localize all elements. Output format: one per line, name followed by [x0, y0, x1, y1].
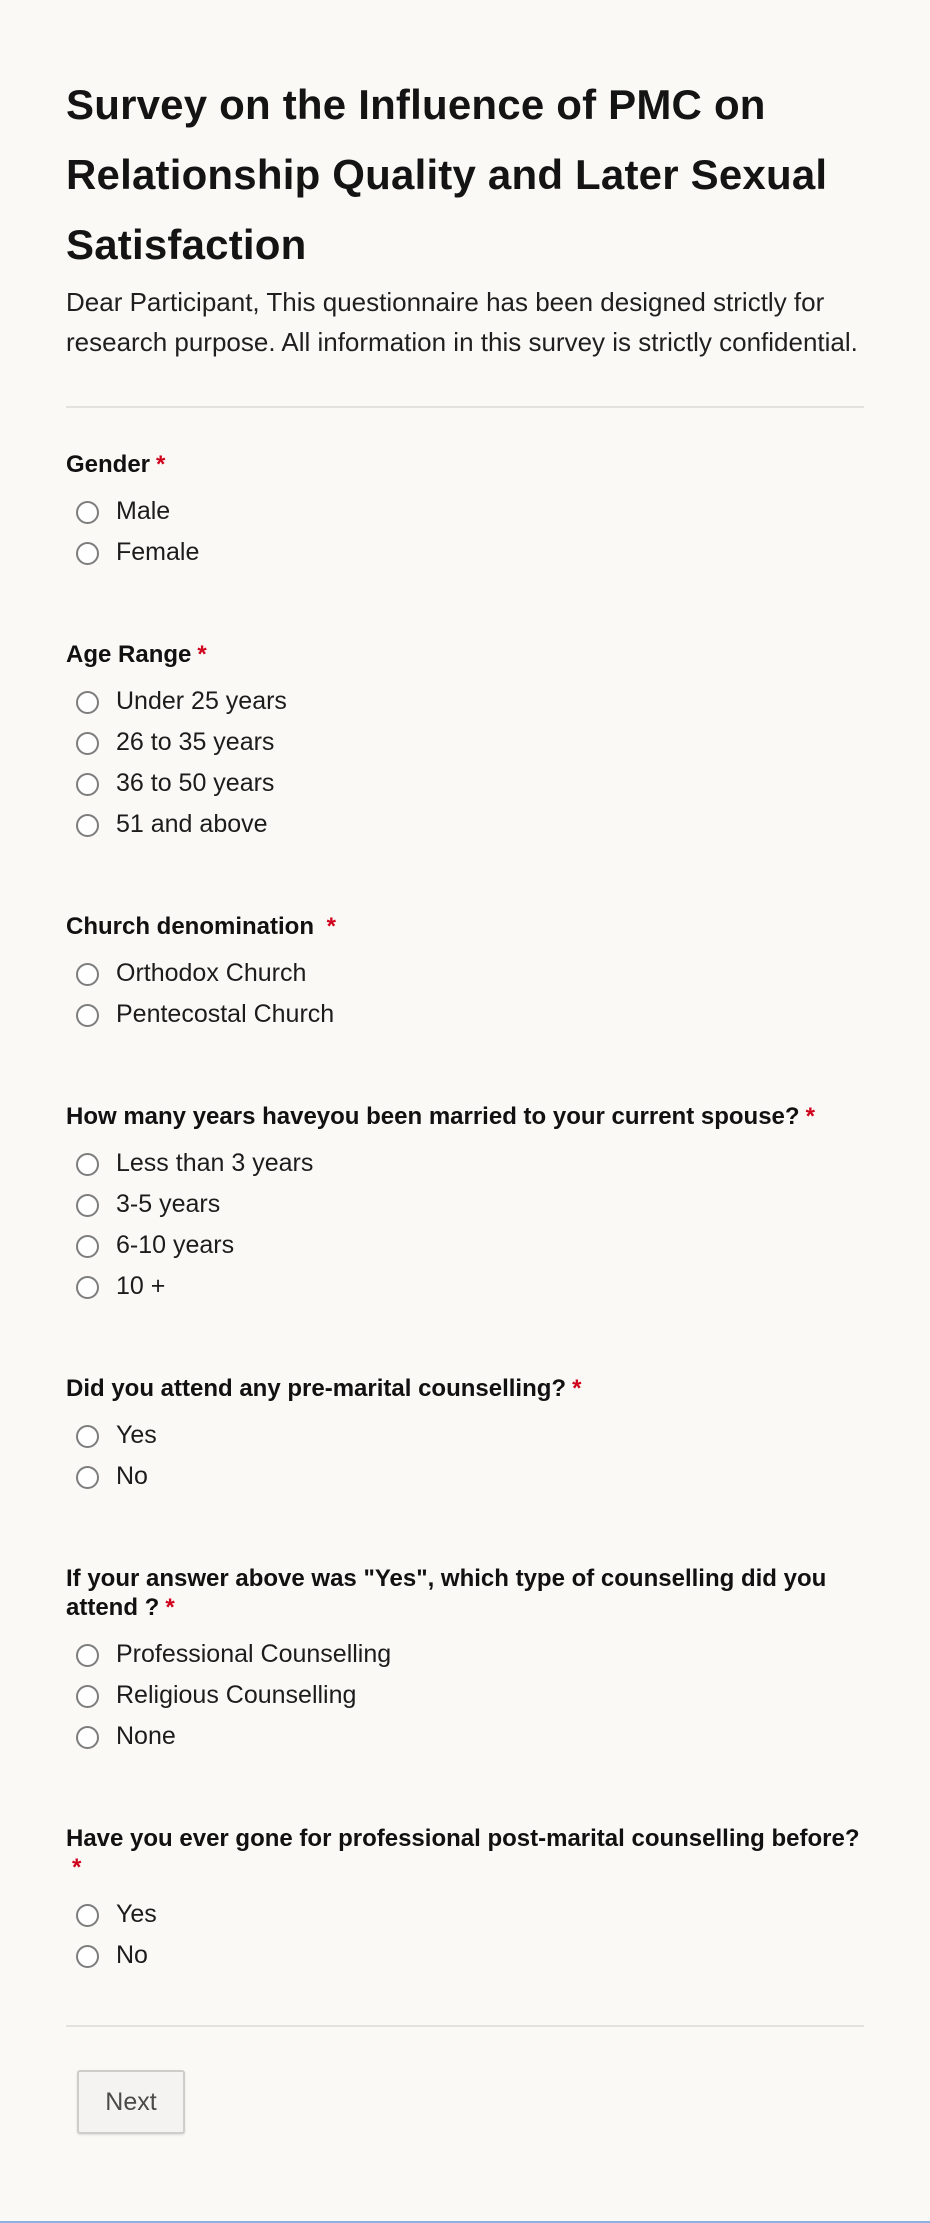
option-label: 10 + — [116, 1271, 166, 1300]
radio-group-age-range — [66, 680, 864, 844]
question-gender — [66, 450, 864, 572]
form-footer — [66, 2027, 864, 2137]
radio-button[interactable] — [76, 1425, 99, 1448]
radio-button[interactable] — [76, 1904, 99, 1927]
radio-option-religious[interactable] — [66, 1674, 864, 1715]
required-asterisk: * — [805, 1103, 815, 1130]
survey-form — [66, 0, 864, 2137]
option-label: Yes — [116, 1899, 157, 1928]
option-label: Male — [116, 496, 171, 525]
radio-option-female[interactable] — [66, 531, 864, 572]
radio-option-3-5[interactable] — [66, 1183, 864, 1224]
radio-button[interactable] — [76, 1644, 99, 1667]
question-label: Did you attend any pre-marital counselling? * — [66, 1375, 582, 1402]
radio-button[interactable] — [76, 1153, 99, 1176]
option-label: Less than 3 years — [116, 1148, 314, 1177]
radio-option-orthodox[interactable] — [66, 952, 864, 993]
radio-button[interactable] — [76, 1466, 99, 1489]
radio-button[interactable] — [76, 1945, 99, 1968]
option-label: Pentecostal Church — [116, 999, 335, 1028]
radio-option-no[interactable] — [66, 1934, 864, 1975]
option-label: Female — [116, 537, 200, 566]
required-asterisk: * — [165, 1594, 175, 1621]
option-label: 26 to 35 years — [116, 727, 275, 756]
radio-option-no[interactable] — [66, 1455, 864, 1496]
question-post-marital-counselling — [66, 1824, 864, 1975]
radio-option-none[interactable] — [66, 1715, 864, 1756]
required-asterisk: * — [197, 641, 207, 668]
radio-group-pre-marital — [66, 1414, 864, 1496]
radio-option-male[interactable] — [66, 490, 864, 531]
form-title: Survey on the Influence of PMC on Relationship Quality and Later Sexual Satisfaction — [66, 81, 828, 268]
option-label: Yes — [116, 1420, 157, 1449]
question-label: Gender * — [66, 451, 166, 478]
question-label: Church denomination * — [66, 913, 337, 940]
radio-option-under-25[interactable] — [66, 680, 864, 721]
required-asterisk: * — [156, 451, 166, 478]
option-label: Under 25 years — [116, 686, 287, 715]
question-pre-marital-counselling — [66, 1374, 864, 1496]
option-label: 6-10 years — [116, 1230, 235, 1259]
radio-option-pentecostal[interactable] — [66, 993, 864, 1034]
radio-button[interactable] — [76, 691, 99, 714]
option-label: Orthodox Church — [116, 958, 307, 987]
header-divider — [66, 406, 864, 408]
radio-option-6-10[interactable] — [66, 1224, 864, 1265]
question-years-married — [66, 1102, 864, 1306]
question-label: How many years haveyou been married to your current spouse? * — [66, 1103, 815, 1130]
radio-option-36-50[interactable] — [66, 762, 864, 803]
radio-option-professional[interactable] — [66, 1633, 864, 1674]
radio-option-less-than-3[interactable] — [66, 1142, 864, 1183]
question-label: Age Range * — [66, 641, 207, 668]
next-button[interactable]: Next — [77, 2070, 185, 2134]
radio-button[interactable] — [76, 1235, 99, 1258]
radio-button[interactable] — [76, 963, 99, 986]
radio-button[interactable] — [76, 542, 99, 565]
required-asterisk: * — [572, 1375, 582, 1402]
radio-button[interactable] — [76, 501, 99, 524]
radio-button[interactable] — [76, 814, 99, 837]
radio-option-yes[interactable] — [66, 1893, 864, 1934]
radio-button[interactable] — [76, 732, 99, 755]
radio-button[interactable] — [76, 1276, 99, 1299]
radio-button[interactable] — [76, 1004, 99, 1027]
radio-option-51-above[interactable] — [66, 803, 864, 844]
option-label: No — [116, 1461, 148, 1490]
option-label: Religious Counselling — [116, 1680, 357, 1709]
question-label: If your answer above was "Yes", which type of counselling did you attend ? * — [66, 1565, 827, 1621]
question-church-denomination — [66, 912, 864, 1034]
radio-option-10-plus[interactable] — [66, 1265, 864, 1306]
option-label: Professional Counselling — [116, 1639, 392, 1668]
radio-group-counselling-type — [66, 1633, 864, 1756]
option-label: None — [116, 1721, 176, 1750]
radio-group-church — [66, 952, 864, 1034]
radio-button[interactable] — [76, 773, 99, 796]
radio-button[interactable] — [76, 1726, 99, 1749]
radio-group-post-marital — [66, 1893, 864, 1975]
radio-button[interactable] — [76, 1194, 99, 1217]
option-label: No — [116, 1940, 148, 1969]
option-label: 36 to 50 years — [116, 768, 275, 797]
radio-group-years-married — [66, 1142, 864, 1306]
radio-button[interactable] — [76, 1685, 99, 1708]
question-label: Have you ever gone for professional post-marital counselling before?* — [66, 1825, 860, 1881]
radio-option-yes[interactable] — [66, 1414, 864, 1455]
option-label: 51 and above — [116, 809, 268, 838]
radio-group-gender — [66, 490, 864, 572]
question-age-range — [66, 640, 864, 844]
radio-option-26-35[interactable] — [66, 721, 864, 762]
form-description: Dear Participant, This questionnaire has been designed strictly for research purpose. All information in this survey is strictly confidential. — [66, 287, 858, 357]
question-counselling-type — [66, 1564, 864, 1756]
required-asterisk: * — [326, 913, 337, 940]
required-asterisk: * — [72, 1854, 82, 1881]
option-label: 3-5 years — [116, 1189, 221, 1218]
